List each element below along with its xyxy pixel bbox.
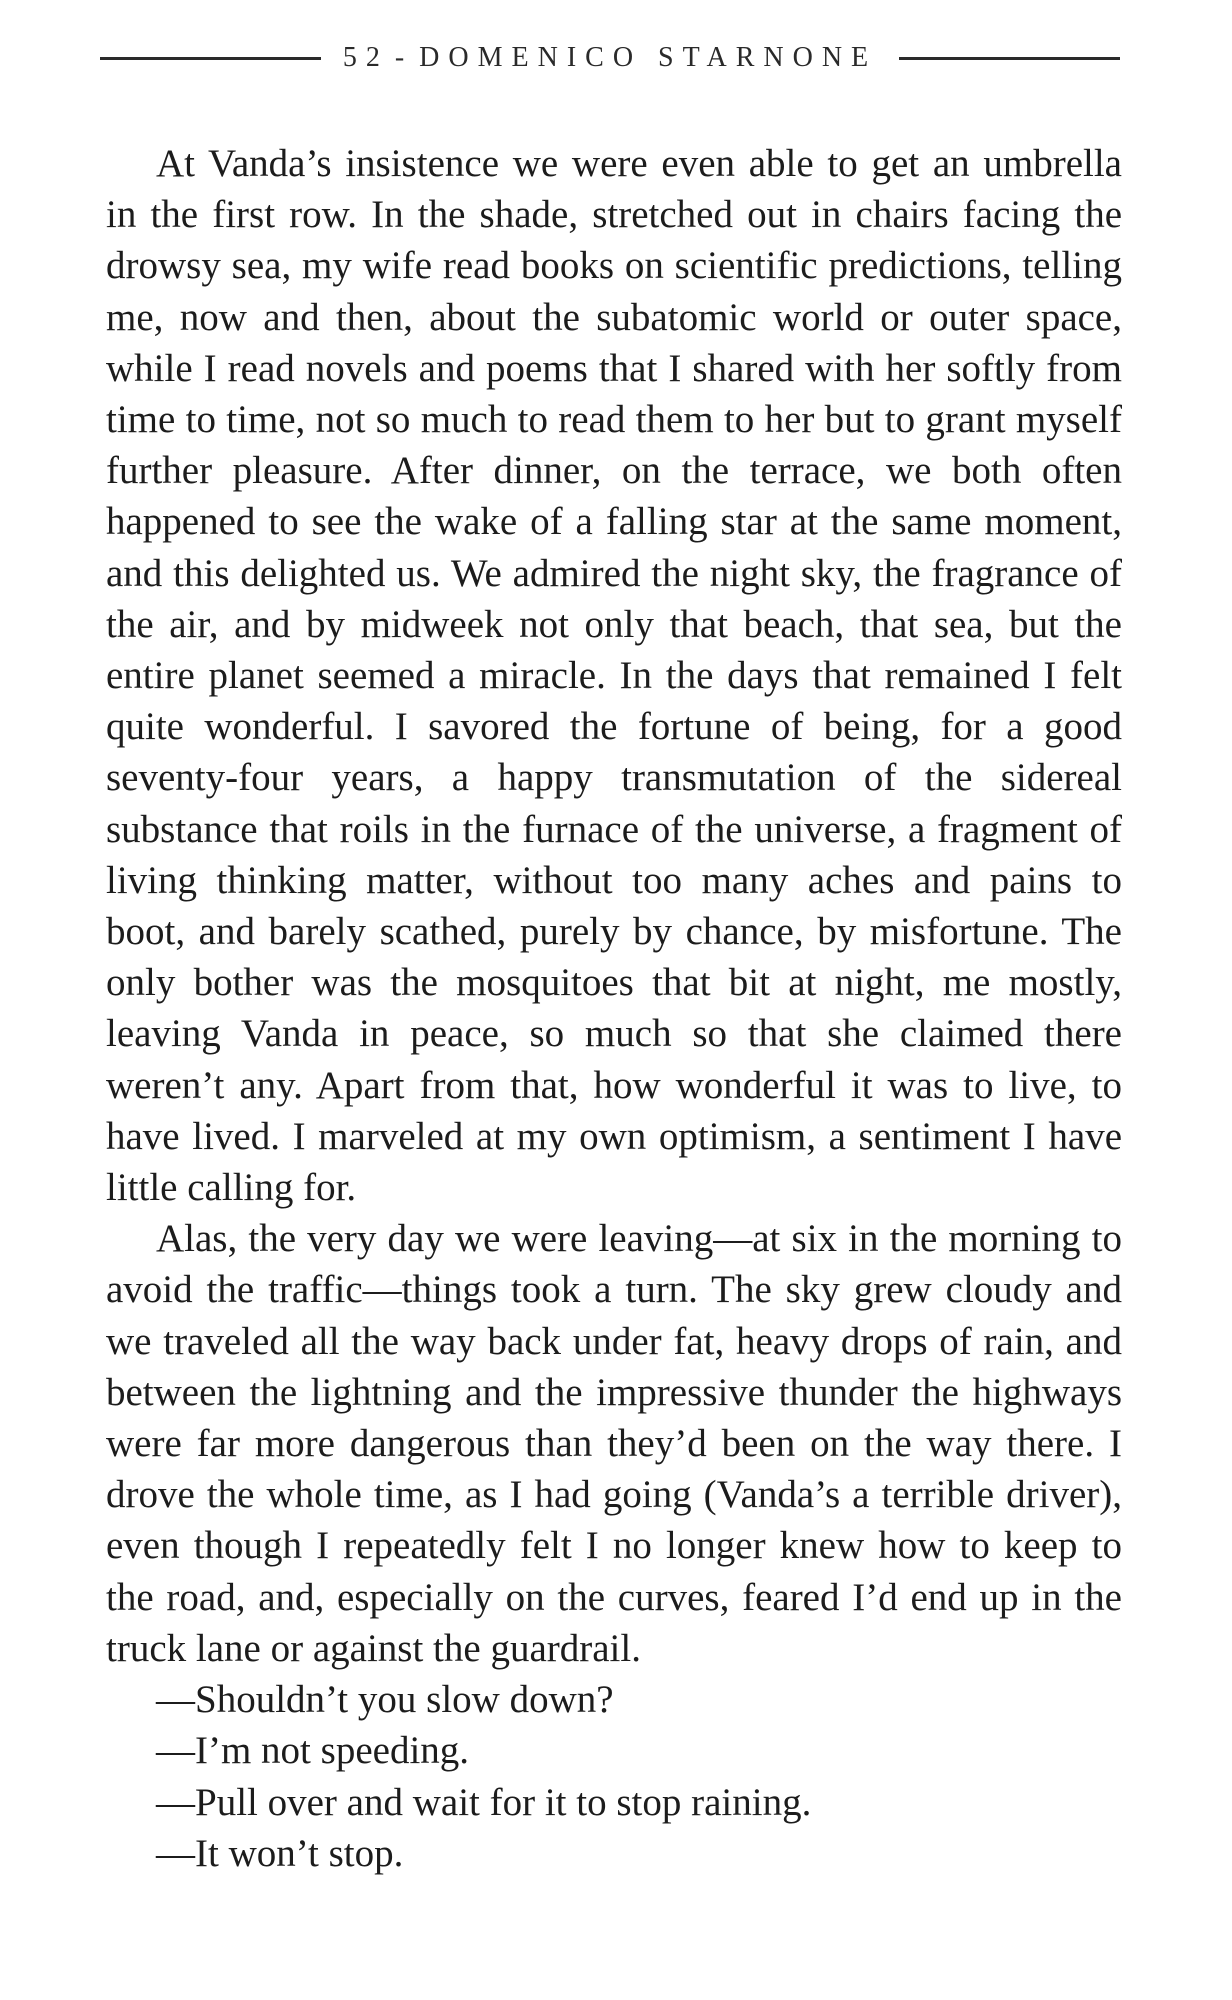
- right-rule: [899, 57, 1120, 60]
- paragraph: At Vanda’s insistence we were even able to get an umbrella in the first row. In the shade, stretched out in chairs facing the drowsy sea, my wife read books on scientific predictions, telling me, now and then, about the subatomic world or outer space, while I read novels and poems that I shared with her softly from time to time, not so much to read them to her but to grant myself further pleasure. After dinner, on the terrace, we both often happened to see the wake of a falling star at the same moment, and this delighted us. We admired the night sky, the fragrance of the air, and by midweek not only that beach, that sea, but the entire planet seemed a miracle. In the days that remained I felt quite wonderful. I savored the fortune of being, for a good seventy-four years, a happy transmutation of the sidereal substance that roils in the furnace of the universe, a fragment of living thinking matter, without too many aches and pains to boot, and barely scathed, purely by chance, by misfortune. The only bother was the mosquitoes that bit at night, me mostly, leaving Vanda in peace, so much so that she claimed there weren’t any. Apart from that, how wonderful it was to live, to have lived. I marveled at my own optimism, a sentiment I have little calling for.: [106, 142, 1122, 1210]
- paragraph: Alas, the very day we were leaving—at six in the morning to avoid the traffic—things took a turn. The sky grew cloudy and we traveled all the way back under fat, heavy drops of rain, and between the lightning and the impressive thunder the highways were far more dangerous than they’d been on the way there. I drove the whole time, as I had going (Vanda’s a terrible driver), even though I repeatedly felt I no longer knew how to keep to the road, and, especially on the curves, feared I’d end up in the truck lane or against the guardrail.: [106, 1217, 1122, 1670]
- dialogue-line: —Pull over and wait for it to stop raining.: [156, 1780, 812, 1824]
- left-rule: [100, 57, 321, 60]
- body-text: [106, 138, 1122, 1879]
- dialogue-line: —It won’t stop.: [156, 1831, 404, 1875]
- running-head-separator: -: [394, 42, 414, 73]
- dialogue-line: —Shouldn’t you slow down?: [156, 1678, 614, 1722]
- page-number: 52: [342, 42, 389, 73]
- dialogue-line: —I’m not speeding.: [156, 1729, 470, 1773]
- running-head-text: [321, 42, 899, 74]
- author-name: DOMENICO STARNONE: [419, 42, 878, 73]
- running-head: [100, 38, 1120, 78]
